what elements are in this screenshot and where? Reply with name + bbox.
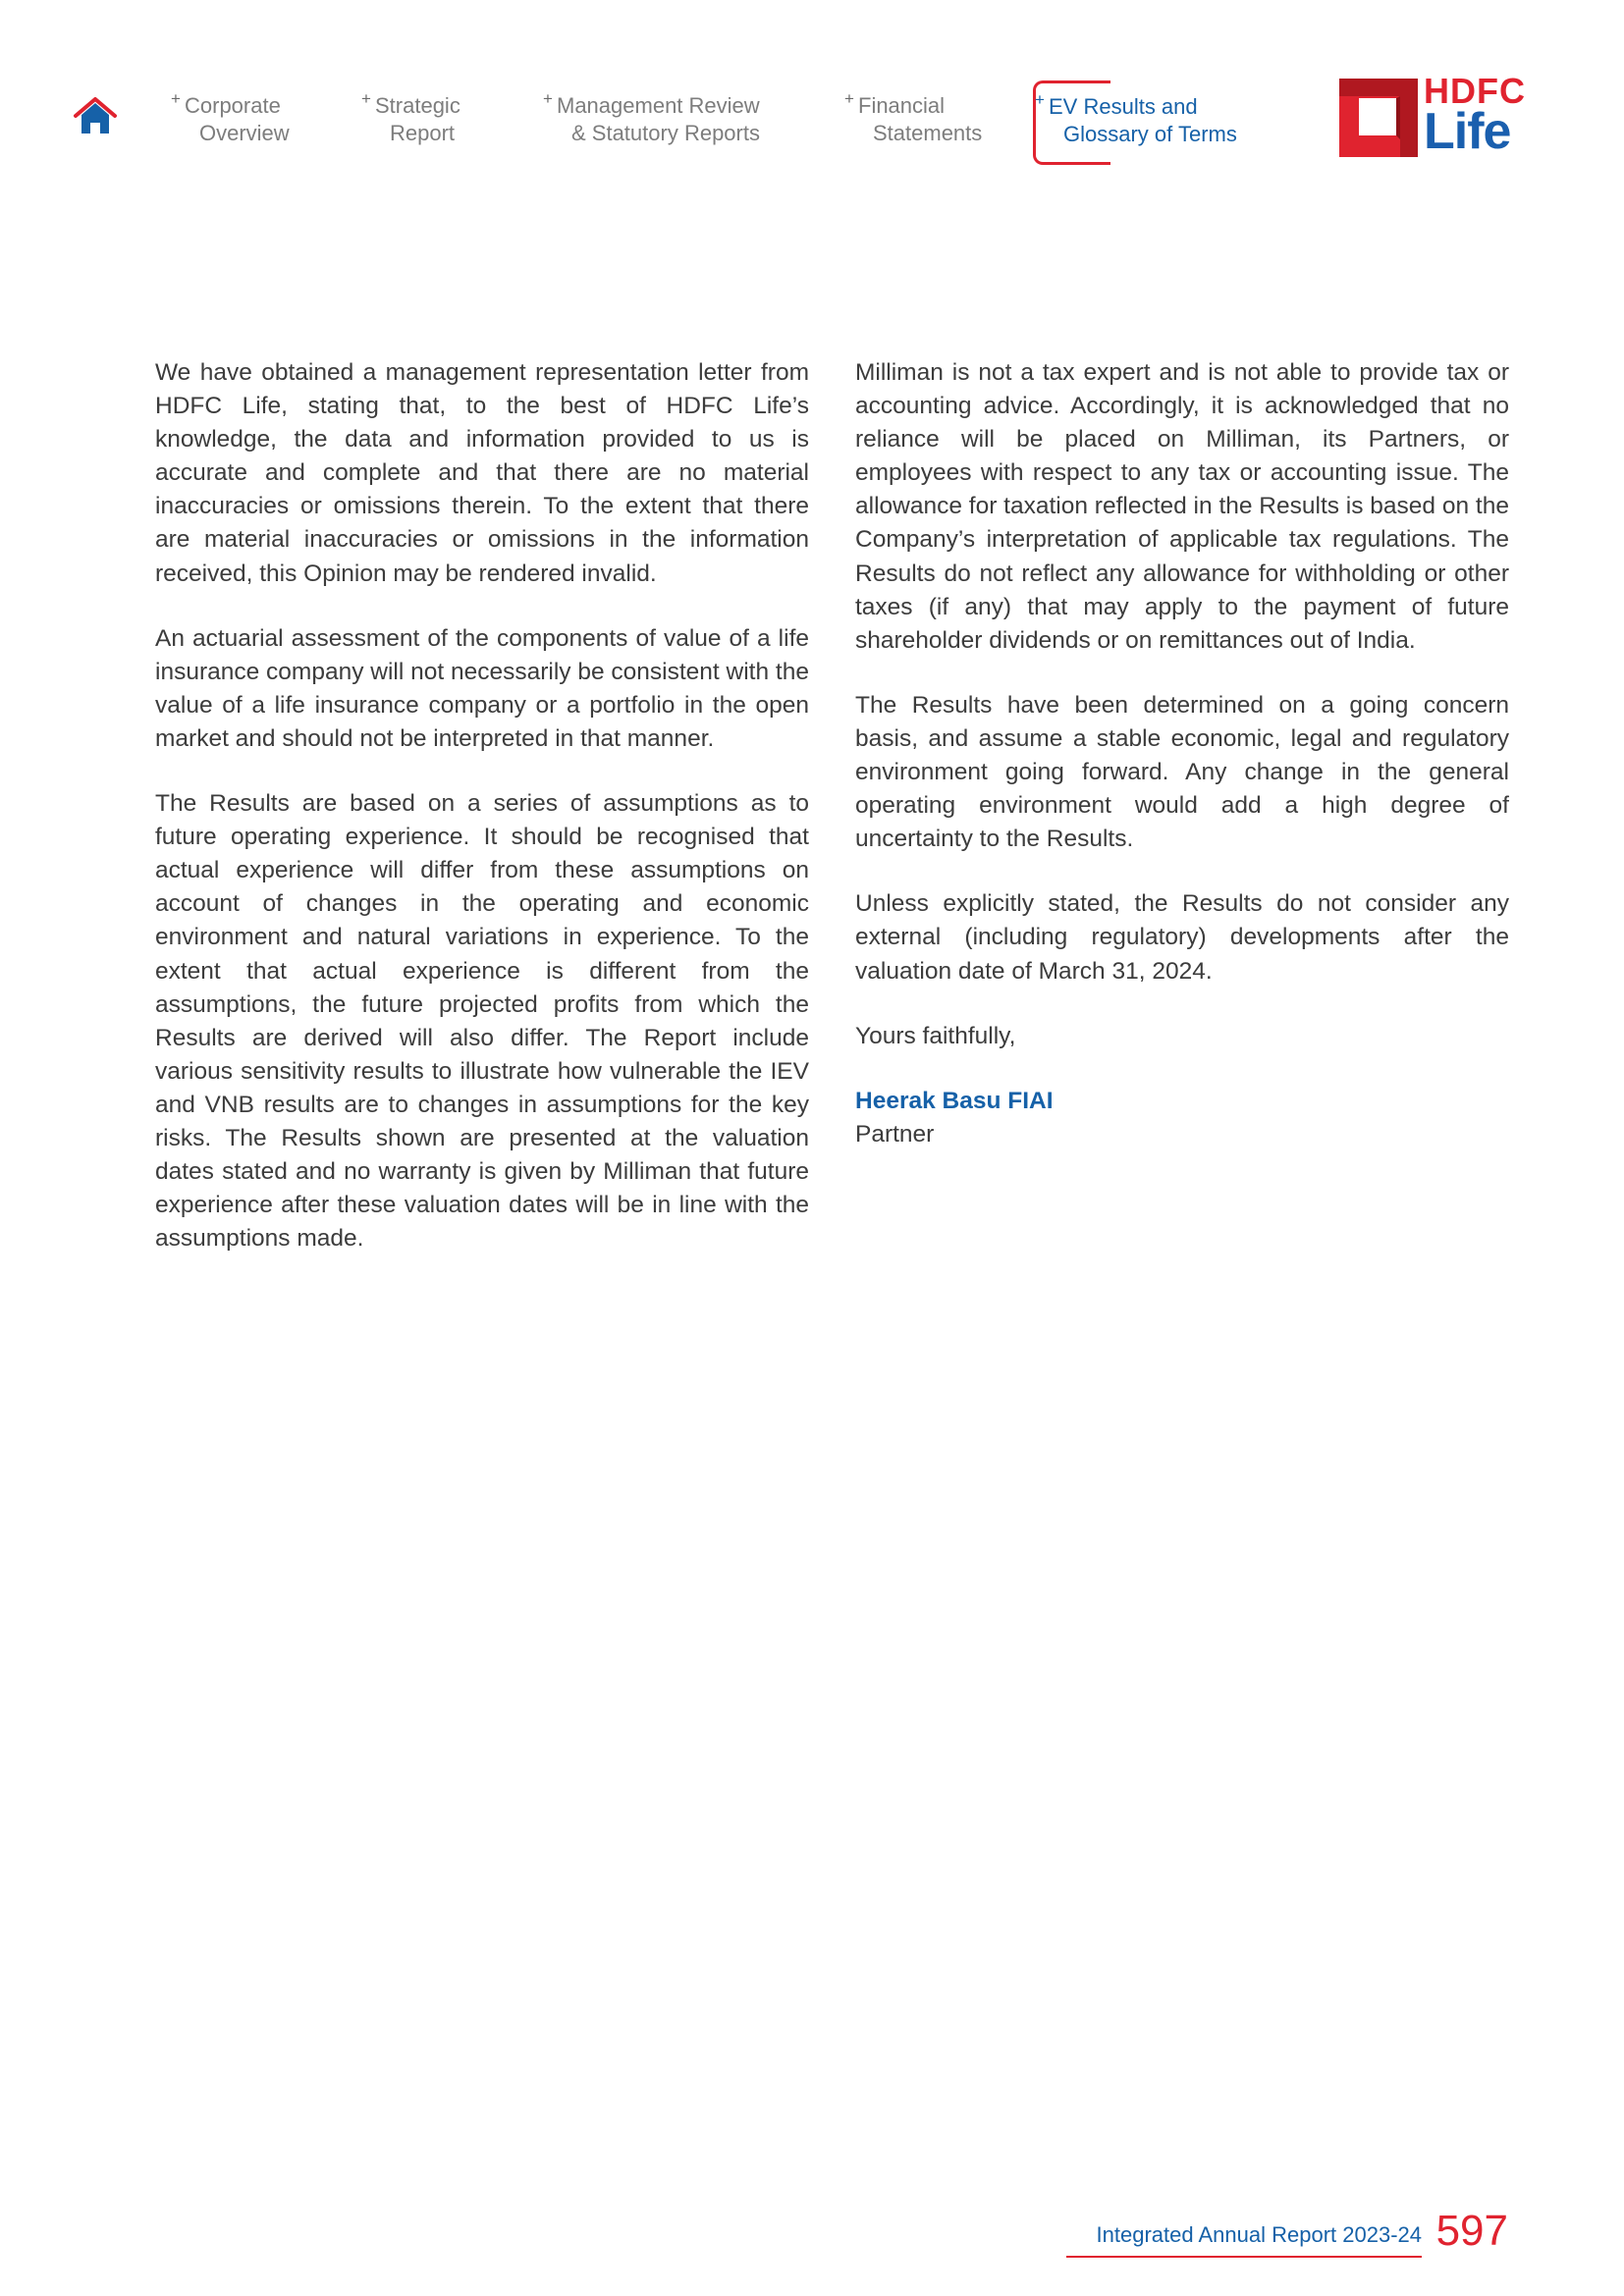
nav-label-line1: Strategic xyxy=(375,93,460,118)
nav-label-line2: Statements xyxy=(873,121,983,145)
signer-title: Partner xyxy=(855,1120,935,1148)
plus-icon: + xyxy=(844,89,854,108)
nav-label-line1: Corporate xyxy=(185,93,281,118)
body-left-column xyxy=(155,356,809,1287)
nav-label-line2: & Statutory Reports xyxy=(571,121,760,145)
paragraph: The Results are based on a series of assumptions as to future operating experience. It should be recognised that actual experience will differ from these assumptions on account of changes in the operating and economic environment and natural variations in experience. To the extent that actual experience is different from the assumptions, the future projected profits from which the Results are derived will also differ. The Report include various sensitivity results to illustrate how vulnerable the IEV and VNB results are to changes in assumptions for the key risks. The Results shown are presented at the valuation dates stated and no warranty is given by Milliman that future experience after these valuation dates will be in line with the assumptions made. xyxy=(155,790,809,1253)
paragraph: An actuarial assessment of the components of value of a life insurance company will not necessarily be consistent with the value of a life insurance company or a portfolio in the open market and should not be interpreted in that manner. xyxy=(155,624,809,752)
nav-strategic-report[interactable] xyxy=(361,89,460,147)
body-right-column xyxy=(855,356,1509,1151)
paragraph: Unless explicitly stated, the Results do not consider any external (including regulatory) developments after the valuation date of March 31, 2024. xyxy=(855,890,1509,985)
nav-label-line1: Financial xyxy=(858,93,946,118)
paragraph: Milliman is not a tax expert and is not able to provide tax or accounting advice. Accordingly, it is acknowledged that no reliance will be placed on Milliman, its Partners, or employees with respect to any tax or accounting issue. The allowance for taxation reflected in the Results is based on the Company’s interpretation of applicable tax regulations. The Results do not reflect any allowance for withholding or other taxes (if any) that may apply to the payment of future shareholder dividends or on remittances out of India. xyxy=(855,359,1509,654)
signature-block xyxy=(855,1085,1509,1151)
nav-management-review[interactable] xyxy=(543,89,760,147)
plus-icon: + xyxy=(171,89,181,108)
plus-icon: + xyxy=(543,89,553,108)
home-icon[interactable] xyxy=(73,94,118,137)
nav-label-line2: Report xyxy=(390,121,456,145)
plus-icon: + xyxy=(1035,90,1045,109)
footer-underline xyxy=(1066,2256,1422,2258)
signer-name: Heerak Basu FIAI xyxy=(855,1087,1054,1114)
page-number: 597 xyxy=(1435,2207,1508,2255)
nav-corporate-overview[interactable] xyxy=(171,89,290,147)
closing-salutation: Yours faithfully, xyxy=(855,1022,1016,1049)
logo-life-text: Life xyxy=(1424,103,1511,160)
nav-label-line1: Management Review xyxy=(557,93,760,118)
nav-label-line2: Glossary of Terms xyxy=(1063,122,1237,146)
nav-label-line2: Overview xyxy=(199,121,290,145)
paragraph: The Results have been determined on a going concern basis, and assume a stable economic, legal and regulatory environment going forward. Any change in the general operating environment would add a high degree of uncertainty to the Results. xyxy=(855,691,1509,853)
nav-financial-statements[interactable] xyxy=(844,89,983,147)
paragraph: We have obtained a management representation letter from HDFC Life, stating that, to the best of HDFC Life’s knowledge, the data and information provided to us is accurate and complete and that there are no material inaccuracies or omissions therein. To the extent that there are material inaccuracies or omissions in the information received, this Opinion may be rendered invalid. xyxy=(155,359,809,587)
report-title: Integrated Annual Report 2023-24 xyxy=(1096,2222,1422,2247)
plus-icon: + xyxy=(361,89,371,108)
nav-ev-results-glossary[interactable] xyxy=(1035,90,1237,148)
top-navigation xyxy=(0,0,1624,167)
nav-label-line1: EV Results and xyxy=(1049,94,1198,119)
logo-hdfc-text: HDFC xyxy=(1424,71,1526,111)
